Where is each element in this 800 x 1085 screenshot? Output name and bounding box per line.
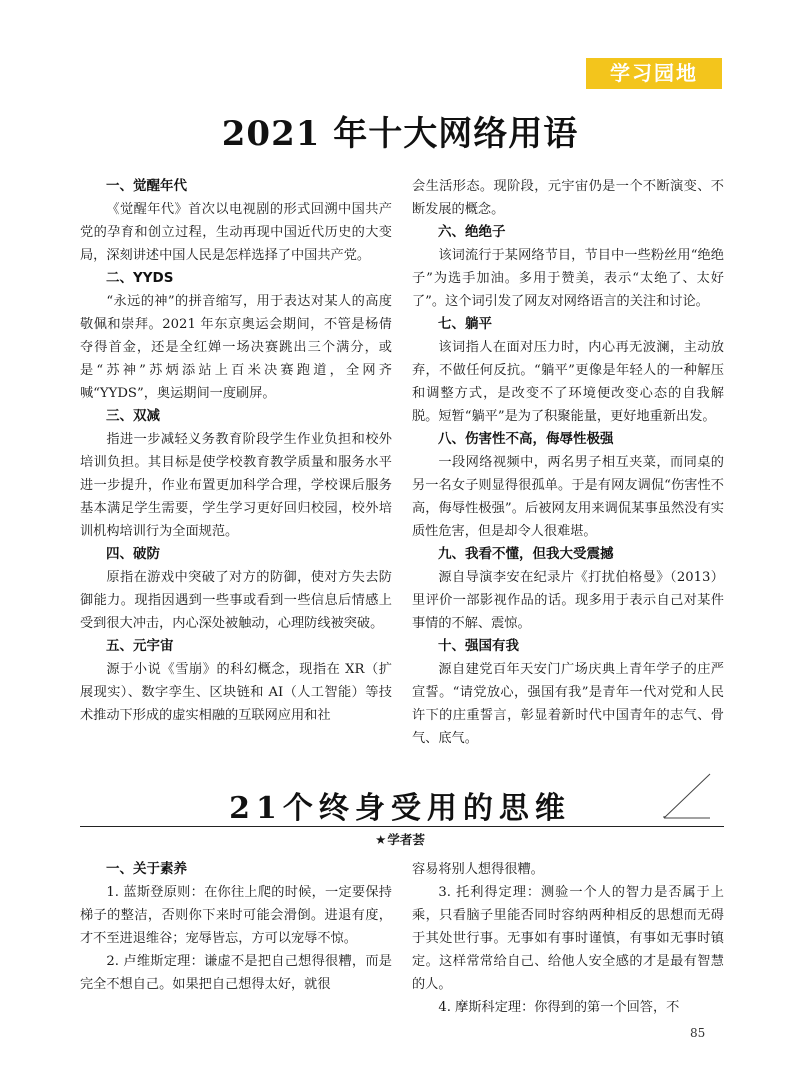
section-tag: 学习园地 (586, 58, 722, 89)
paragraph: 源于小说《雪崩》的科幻概念，现指在 XR（扩展现实）、数字孪生、区块链和 AI（人工智能）等技术推动下形成的虚实相融的互联网应用和社 (80, 662, 392, 723)
article2-column-right (412, 858, 724, 1019)
paragraph: 该词指人在面对压力时，内心再无波澜，主动放弃，不做任何反抗。“躺平”更像是年轻人的一种解压和调整方式，是改变不了环境便改变心态的自我解脱。短暂“躺平”是为了积聚能量，更好地重新出发。 (412, 340, 724, 424)
author-name: 学者荟 (387, 832, 425, 847)
paragraph: “永远的神”的拼音缩写，用于表达对某人的高度敬佩和崇拜。2021 年东京奥运会期间，不管是杨倩夺得首金，还是全红婵一场决赛跳出三个满分，或是“苏神”苏炳添站上百米决赛跑道，全网齐喊“YYDS”，奥运期间一度刷屏。 (80, 294, 392, 401)
paragraph: 3. 托利得定理：测验一个人的智力是否属于上乘，只看脑子里能否同时容纳两种相反的思想而无碍于其处世行事。无事如有事时谨慎，有事如无事时镇定。这样常常给自己、给他人安全感的才是最有智慧的人。 (412, 885, 724, 992)
section-heading: 一、关于素养 (106, 861, 187, 877)
paragraph: 该词流行于某网络节目，节目中一些粉丝用“绝绝子”为选手加油。多用于赞美，表示“太绝了、太好了”。这个词引发了网友对网络语言的关注和讨论。 (412, 248, 724, 309)
paragraph: 一段网络视频中，两名男子相互夹菜，而同桌的另一名女子则显得很孤单。于是有网友调侃“伤害性不高，侮辱性极强”。后被网友用来调侃某事虽然没有实质性危害，但是却令人很难堪。 (412, 455, 724, 539)
section-heading: 三、双减 (106, 408, 160, 424)
paragraph: 《觉醒年代》首次以电视剧的形式回溯中国共产党的孕育和创立过程，生动再现中国近代历史的大变局，深刻讲述中国人民是怎样选择了中国共产党。 (80, 202, 392, 263)
author-line (0, 829, 800, 851)
section-heading: 五、元宇宙 (106, 638, 174, 654)
paragraph: 1. 蓝斯登原则：在你往上爬的时候，一定要保持梯子的整洁，否则你下来时可能会滑倒。进退有度，才不至进退维谷；宠辱皆忘，方可以宠辱不惊。 (80, 885, 392, 946)
paragraph: 源自建党百年天安门广场庆典上青年学子的庄严宣誓。“请党放心，强国有我”是青年一代对党和人民许下的庄重誓言，彰显着新时代中国青年的志气、骨气、底气。 (412, 662, 724, 746)
paragraph: 原指在游戏中突破了对方的防御，使对方失去防御能力。现指因遇到一些事或看到一些信息后情感上受到很大冲击，内心深处被触动，心理防线被突破。 (80, 570, 392, 631)
section-heading: 四、破防 (106, 546, 160, 562)
star-icon: ★ (375, 832, 387, 847)
paragraph: 会生活形态。现阶段，元宇宙仍是一个不断演变、不断发展的概念。 (412, 179, 724, 217)
paragraph: 源自导演李安在纪录片《打扰伯格曼》（2013）里评价一部影视作品的话。现多用于表示自己对某件事情的不解、震惊。 (412, 570, 724, 631)
section-heading: 一、觉醒年代 (106, 178, 187, 194)
paragraph: 指进一步减轻义务教育阶段学生作业负担和校外培训负担。其目标是使学校教育教学质量和服务水平进一步提升，作业布置更加科学合理，学校课后服务基本满足学生需要，学生学习更好回归校园，校外培训机构培训行为全面规范。 (80, 432, 392, 539)
article2-title: 21个终身受用的思维 (229, 791, 571, 826)
paragraph: 容易将别人想得很糟。 (412, 862, 544, 877)
paragraph: 2. 卢维斯定理：谦虚不是把自己想得很糟，而是完全不想自己。如果把自己想得太好，就很 (80, 954, 392, 992)
title-divider (80, 826, 724, 827)
article1-column-left (80, 175, 392, 727)
article-title: 2021 年十大网络用语 (221, 114, 579, 154)
section-heading: 十、强国有我 (438, 638, 519, 654)
section-heading: 二、YYDS (106, 270, 174, 286)
paragraph: 4. 摩斯科定理：你得到的第一个回答，不 (438, 1000, 680, 1015)
article1-column-right (412, 175, 724, 750)
article2-column-left (80, 858, 392, 996)
section-heading: 九、我看不懂，但我大受震撼 (438, 546, 614, 562)
section-heading: 八、伤害性不高，侮辱性极强 (438, 431, 614, 447)
section-heading: 六、绝绝子 (438, 224, 506, 240)
page-number: 85 (690, 1026, 706, 1040)
section-heading: 七、躺平 (438, 316, 492, 332)
